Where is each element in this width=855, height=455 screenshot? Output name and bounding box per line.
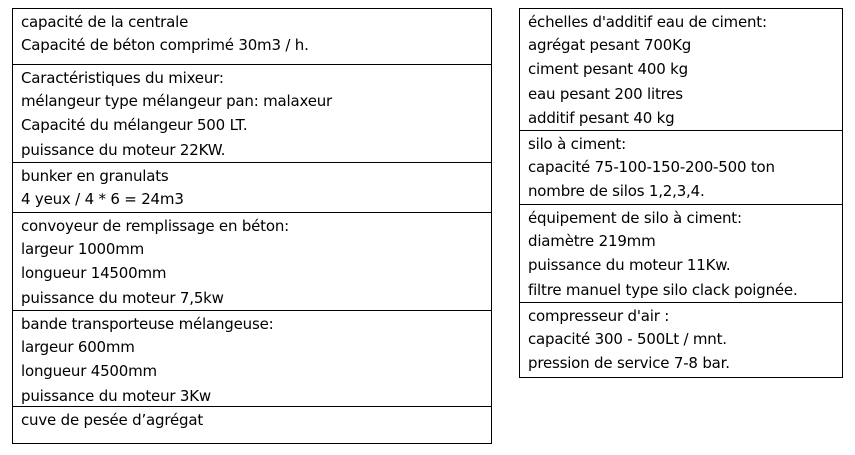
cement-silo-cell [520, 131, 842, 205]
cell-heading: convoyeur de remplissage en béton: [21, 217, 289, 235]
cell-line: puissance du moteur 3Kw [21, 386, 211, 405]
cell-heading: compresseur d'air : [528, 307, 670, 325]
cell-line: longueur 4500mm [21, 362, 157, 381]
cell-heading: capacité de la centrale [21, 13, 189, 31]
filling-conveyor-cell [13, 213, 491, 311]
cell-heading: échelles d'additif eau de ciment: [528, 13, 767, 31]
cell-heading: équipement de silo à ciment: [528, 209, 742, 227]
mixer-characteristics-cell [13, 65, 491, 163]
cell-line: capacité 75-100-150-200-500 ton [528, 158, 775, 176]
aggregate-bunker-cell [13, 163, 491, 213]
cell-line: mélangeur type mélangeur pan: malaxeur [21, 92, 332, 110]
cell-heading: bande transporteuse mélangeuse: [21, 315, 274, 333]
cell-line: diamètre 219mm [528, 232, 656, 250]
cell-line: puissance du moteur 11Kw. [528, 256, 731, 275]
cell-line: agrégat pesant 700Kg [528, 36, 692, 54]
cell-line: longueur 14500mm [21, 264, 167, 283]
cell-line: nombre de silos 1,2,3,4. [528, 182, 705, 201]
additive-scales-cell [520, 9, 842, 131]
plant-capacity-cell [13, 9, 491, 65]
cell-line: eau pesant 200 litres [528, 84, 683, 103]
mixing-belt-cell [13, 311, 491, 407]
cell-line: ciment pesant 400 kg [528, 60, 688, 79]
cell-line: pression de service 7-8 bar. [528, 354, 730, 373]
cell-line: 4 yeux / 4 * 6 = 24m3 [21, 190, 184, 208]
cell-line: additif pesant 40 kg [528, 108, 675, 127]
left-spec-table [12, 8, 492, 444]
air-compressor-cell [520, 303, 842, 377]
right-spec-table [519, 8, 843, 378]
cell-line: puissance du moteur 7,5kw [21, 288, 224, 307]
cell-line: largeur 600mm [21, 338, 135, 356]
cell-line: Capacité du mélangeur 500 LT. [21, 116, 248, 135]
cell-line: Capacité de béton comprimé 30m3 / h. [21, 36, 309, 54]
aggregate-weighing-tank-cell [13, 407, 491, 443]
silo-equipment-cell [520, 205, 842, 303]
cell-line: puissance du moteur 22KW. [21, 140, 226, 159]
cell-line: largeur 1000mm [21, 240, 145, 258]
cell-heading: silo à ciment: [528, 135, 626, 153]
cell-heading: cuve de pesée d’agrégat [21, 411, 203, 429]
cell-line: filtre manuel type silo clack poignée. [528, 280, 798, 299]
cell-line: capacité 300 - 500Lt / mnt. [528, 330, 727, 348]
cell-heading: Caractéristiques du mixeur: [21, 69, 224, 87]
cell-heading: bunker en granulats [21, 167, 169, 185]
